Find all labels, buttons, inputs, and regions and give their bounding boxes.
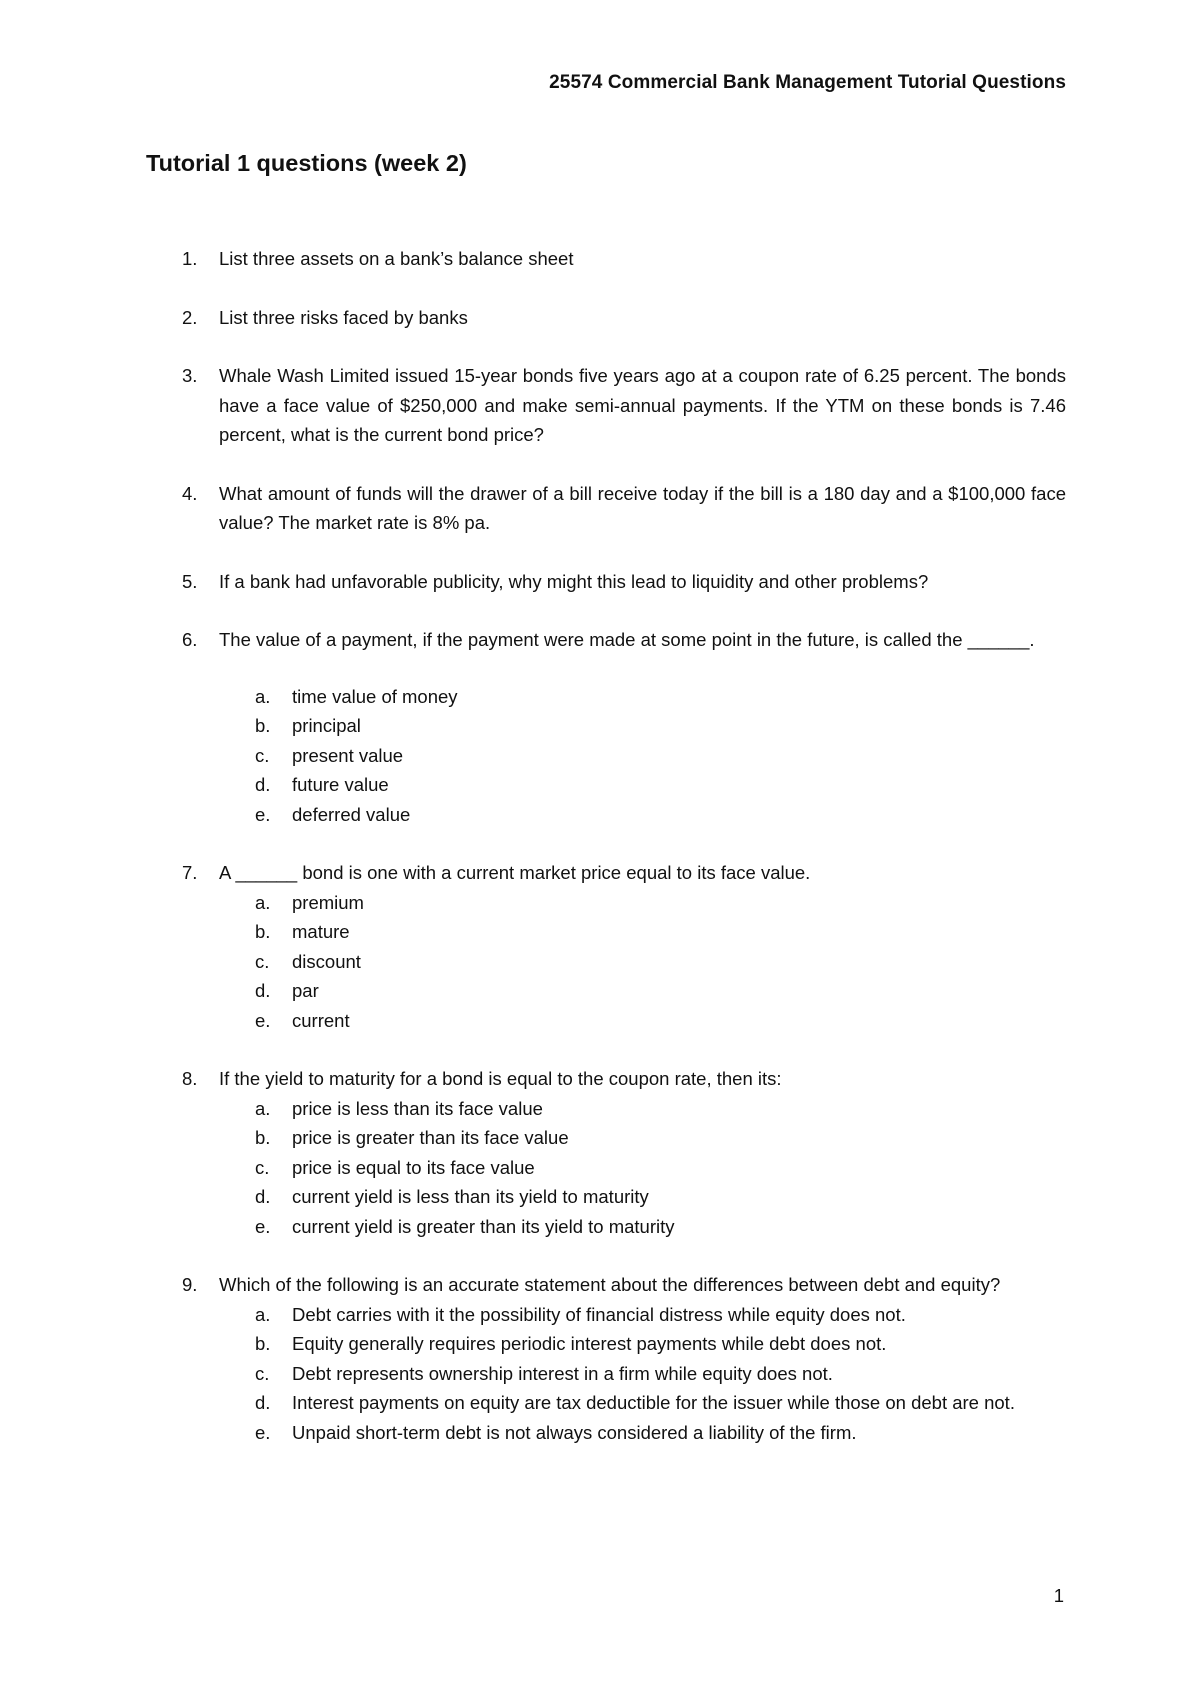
option-text: current yield is less than its yield to maturity [292,1186,649,1207]
option-item [219,917,1066,947]
question-number: 5. [182,570,198,592]
question-text: What amount of funds will the drawer of a bill receive today if the bill is a 180 day and a $100,000 face value? The market rate is 8% pa. [219,482,1066,533]
question-item [146,858,1066,1035]
option-text: principal [292,715,361,736]
option-letter: b. [255,1333,271,1354]
option-text: price is less than its face value [292,1097,543,1119]
question-number: 6. [182,629,198,650]
option-letter: e. [255,1009,271,1031]
question-item [146,244,1066,274]
question-item [146,625,1066,829]
option-letter: e. [255,803,271,825]
question-text: If a bank had unfavorable publicity, why might this lead to liquidity and other problems? [219,570,929,592]
option-text: discount [292,950,361,972]
question-item [146,361,1066,450]
option-text: deferred value [292,803,411,825]
option-text: price is greater than its face value [292,1127,569,1148]
question-text: A ______ bond is one with a current market price equal to its face value. [219,862,811,883]
question-number: 9. [182,1274,198,1295]
question-item [146,479,1066,538]
option-letter: a. [255,685,271,707]
question-number: 1. [182,248,198,269]
option-item [219,947,1066,977]
question-number: 2. [182,306,198,328]
question-number: 3. [182,365,198,386]
question-item [146,1064,1066,1241]
option-item [219,976,1066,1006]
question-text: Whale Wash Limited issued 15-year bonds five years ago at a coupon rate of 6.25 percent. The bonds have a face value of $250,000 and make semi-annual payments. If the YTM on these bonds is 7.46 percent, what is the current bond price? [219,365,1066,445]
running-header: 25574 Commercial Bank Management Tutorial Questions [549,72,1066,93]
option-item [219,1388,1066,1418]
option-list [219,888,1066,1036]
question-item [146,303,1066,333]
option-item [219,1123,1066,1153]
question-text: The value of a payment, if the payment were made at some point in the future, is called the ______. [219,629,1035,650]
option-letter: d. [255,774,271,795]
option-item [219,800,1066,830]
option-item [219,682,1066,712]
option-list [219,1094,1066,1242]
option-text: premium [292,891,364,913]
option-text: par [292,980,319,1001]
option-letter: b. [255,715,271,736]
option-item [219,1182,1066,1212]
option-text: current [292,1009,350,1031]
option-letter: e. [255,1421,271,1443]
option-text: time value of money [292,685,458,707]
option-text: Debt represents ownership interest in a firm while equity does not. [292,1362,833,1384]
option-letter: a. [255,1303,271,1325]
question-text: Which of the following is an accurate statement about the differences between debt and equity? [219,1274,1001,1295]
option-text: Equity generally requires periodic interest payments while debt does not. [292,1333,887,1354]
question-item [146,1270,1066,1447]
option-letter: c. [255,744,270,766]
option-text: present value [292,744,404,766]
option-item [219,770,1066,800]
option-item [219,888,1066,918]
option-text: Debt carries with it the possibility of financial distress while equity does not. [292,1303,906,1325]
question-number: 8. [182,1068,198,1089]
option-item [219,1006,1066,1036]
option-text: mature [292,921,350,942]
option-text: future value [292,774,389,795]
option-item [219,1094,1066,1124]
option-item [219,1212,1066,1242]
option-letter: a. [255,1097,271,1119]
option-text: price is equal to its face value [292,1156,535,1178]
option-letter: e. [255,1215,271,1237]
option-list [219,1300,1066,1448]
page-title: Tutorial 1 questions (week 2) [146,150,467,176]
option-letter: b. [255,1127,271,1148]
option-letter: d. [255,1392,271,1413]
question-item [146,567,1066,597]
option-letter: c. [255,1362,270,1384]
question-text: List three assets on a bank’s balance sheet [219,248,574,269]
option-item [219,1300,1066,1330]
option-letter: c. [255,950,270,972]
option-letter: d. [255,980,271,1001]
option-text: Interest payments on equity are tax deductible for the issuer while those on debt are not. [292,1392,1015,1413]
option-letter: b. [255,921,271,942]
option-item [219,1359,1066,1389]
option-item [219,711,1066,741]
option-list [219,682,1066,830]
option-letter: a. [255,891,271,913]
option-text: Unpaid short-term debt is not always considered a liability of the firm. [292,1421,857,1443]
option-item [219,1153,1066,1183]
question-list [146,244,1066,1476]
option-item [219,1418,1066,1448]
option-text: current yield is greater than its yield to maturity [292,1215,675,1237]
option-letter: d. [255,1186,271,1207]
option-item [219,1329,1066,1359]
option-letter: c. [255,1156,270,1178]
question-text: List three risks faced by banks [219,306,468,328]
question-text: If the yield to maturity for a bond is equal to the coupon rate, then its: [219,1068,782,1089]
page-number: 1 [1053,1585,1064,1606]
question-number: 7. [182,862,198,883]
option-item [219,741,1066,771]
question-number: 4. [182,482,198,504]
